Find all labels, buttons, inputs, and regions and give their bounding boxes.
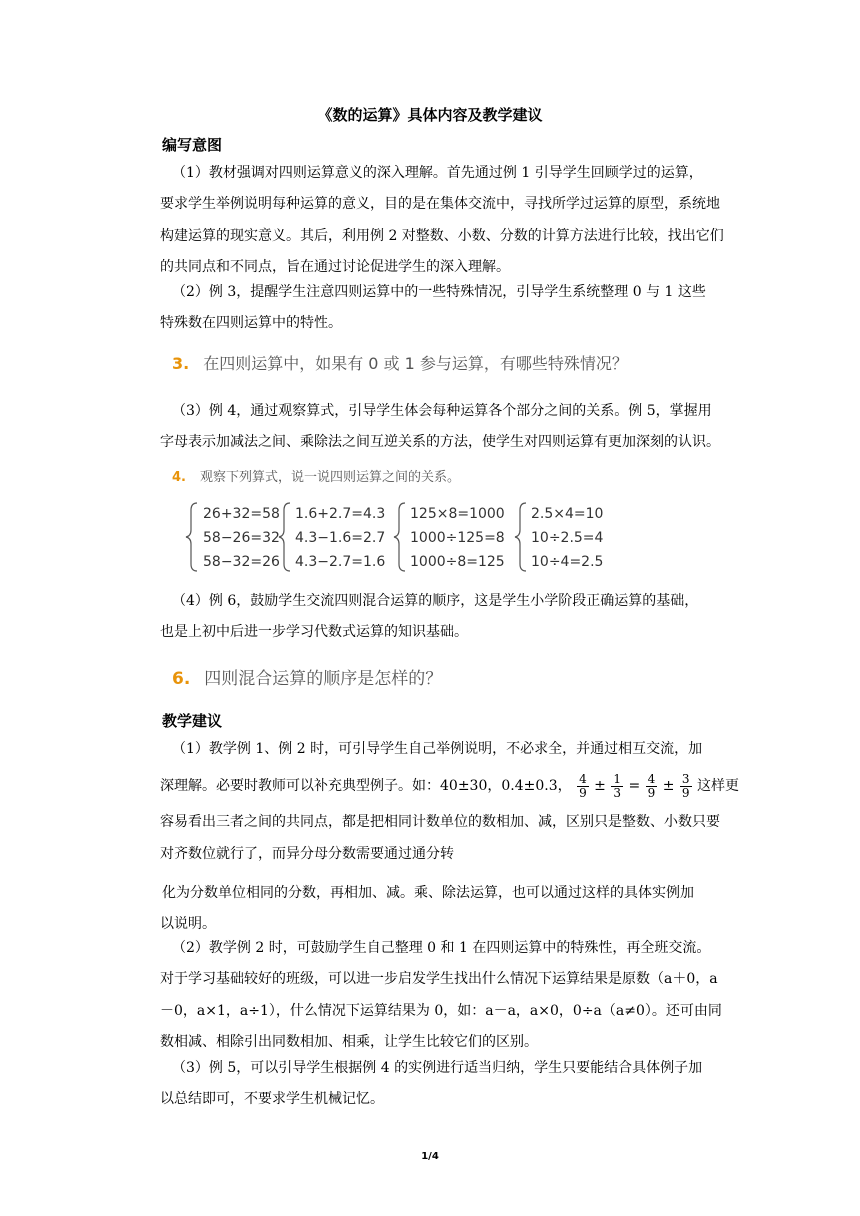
text-line: 以说明。 <box>160 916 216 933</box>
equation: 2.5×4=10 <box>531 506 604 522</box>
text-line: （1）教学例 1、例 2 时，可引导学生自己举例说明，不必求全，并通过相互交流，加 <box>172 741 703 757</box>
text-line: 对于学习基础较好的班级，可以进一步启发学生找出什么情况下运算结果是原数（a＋0，a <box>160 971 718 988</box>
equation: 125×8=1000 <box>410 506 505 522</box>
equation: 4.3−2.7=1.6 <box>295 554 386 570</box>
denominator: 3 <box>613 785 621 800</box>
equation-group-1 <box>203 502 280 574</box>
paragraph-8 <box>160 1053 730 1116</box>
text-line-with-fractions <box>160 765 740 807</box>
example-number: 4. <box>172 470 186 485</box>
example-number: 6. <box>172 669 191 689</box>
text-line: （3）例 4，通过观察算式，引导学生体会每种运算各个部分之间的关系。例 5，掌握用 <box>172 403 712 419</box>
example-text: 四则混合运算的顺序是怎样的？ <box>204 669 443 689</box>
fraction <box>611 773 623 800</box>
page-title: 《数的运算》具体内容及教学建议 <box>317 106 543 124</box>
text-fragment: 深理解。必要时教师可以补充典型例子。如：40±30，0.4±0.3， <box>160 778 572 795</box>
paragraph-5 <box>160 734 740 870</box>
text-line: 特殊数在四则运算中的特性。 <box>160 315 342 332</box>
denominator: 9 <box>647 785 656 800</box>
example-3 <box>172 351 628 374</box>
text-line: －0，a×1，a÷1），什么情况下运算结果为 0，如：a－a，a×0，0÷a（a≠0）。还可由同 <box>160 1002 722 1019</box>
section-heading-intent: 编写意图 <box>162 136 223 154</box>
operator: ± <box>662 778 675 795</box>
operator: = <box>628 778 641 795</box>
numerator: 3 <box>681 771 690 786</box>
equation: 1000÷8=125 <box>410 554 505 570</box>
numerator: 1 <box>613 771 621 786</box>
section-heading-suggestions: 教学建议 <box>162 712 223 730</box>
example-text: 观察下列算式，说一说四则运算之间的关系。 <box>199 470 460 485</box>
equation-group-4 <box>531 502 603 574</box>
text-fragment: 这样更 <box>697 778 740 795</box>
page-number: 1/4 <box>421 1151 439 1162</box>
equation: 26+32=58 <box>203 506 280 522</box>
equation: 4.3−1.6=2.7 <box>295 530 386 546</box>
text-line: 化为分数单位相同的分数，再相加、减。乘、除法运算，也可以通过这样的具体实例加 <box>162 885 694 901</box>
equation-group-2 <box>295 502 385 574</box>
denominator: 9 <box>681 785 690 800</box>
operator: ± <box>594 778 606 795</box>
text-line: 的共同点和不同点，旨在通过讨论促进学生的深入理解。 <box>160 258 510 275</box>
example-number: 3. <box>172 354 190 373</box>
paragraph-6 <box>160 878 730 941</box>
numerator: 4 <box>579 771 587 786</box>
equation: 58−32=26 <box>203 554 280 570</box>
fraction <box>680 773 692 800</box>
equation: 10÷4=2.5 <box>531 554 604 570</box>
text-line: （4）例 6，鼓励学生交流四则混合运算的顺序，这是学生小学阶段正确运算的基础， <box>172 593 699 609</box>
paragraph-1 <box>160 158 730 283</box>
fraction <box>577 773 589 800</box>
numerator: 4 <box>647 771 656 786</box>
equation: 1000÷125=8 <box>410 530 505 546</box>
text-line: （2）例 3，提醒学生注意四则运算中的一些特殊情况，引导学生系统整理 0 与 1 这些 <box>172 284 706 300</box>
denominator: 9 <box>579 785 587 800</box>
text-line: 以总结即可，不要求学生机械记忆。 <box>160 1091 384 1108</box>
equation: 58−26=32 <box>203 530 280 546</box>
fraction <box>646 773 658 800</box>
text-line: （1）教材强调对四则运算意义的深入理解。首先通过例 1 引导学生回顾学过的运算， <box>172 165 703 181</box>
example-4 <box>172 466 460 485</box>
paragraph-4 <box>160 586 730 649</box>
example-text: 在四则运算中，如果有 0 或 1 参与运算，有哪些特殊情况？ <box>203 354 628 373</box>
text-line: 字母表示加减法之间、乘除法之间互逆关系的方法，使学生对四则运算有更加深刻的认识。 <box>160 434 720 451</box>
equation-group-3 <box>410 502 505 574</box>
equation: 10÷2.5=4 <box>531 530 604 546</box>
text-line: 数相减、相除引出同数相加、相乘，让学生比较它们的区别。 <box>160 1033 538 1050</box>
text-line: （2）教学例 2 时，可鼓励学生自己整理 0 和 1 在四则运算中的特殊性，再全班交流。 <box>172 940 711 956</box>
text-line: 对齐数位就行了，而异分母分数需要通过通分转 <box>160 845 454 862</box>
equation: 1.6+2.7=4.3 <box>295 506 386 522</box>
paragraph-2 <box>160 277 730 340</box>
text-line: 也是上初中后进一步学习代数式运算的知识基础。 <box>160 624 468 641</box>
paragraph-7 <box>160 933 730 1058</box>
text-line: 容易看出三者之间的共同点，都是把相同计数单位的数相加、减，区别只是整数、小数只要 <box>160 814 720 831</box>
text-line: （3）例 5，可以引导学生根据例 4 的实例进行适当归纳，学生只要能结合具体例子加 <box>172 1060 703 1076</box>
paragraph-3 <box>160 396 730 459</box>
example-6 <box>172 664 442 689</box>
text-line: 构建运算的现实意义。其后，利用例 2 对整数、小数、分数的计算方法进行比较，找出它们 <box>160 227 724 244</box>
text-line: 要求学生举例说明每种运算的意义，目的是在集体交流中，寻找所学过运算的原型，系统地 <box>160 196 720 213</box>
